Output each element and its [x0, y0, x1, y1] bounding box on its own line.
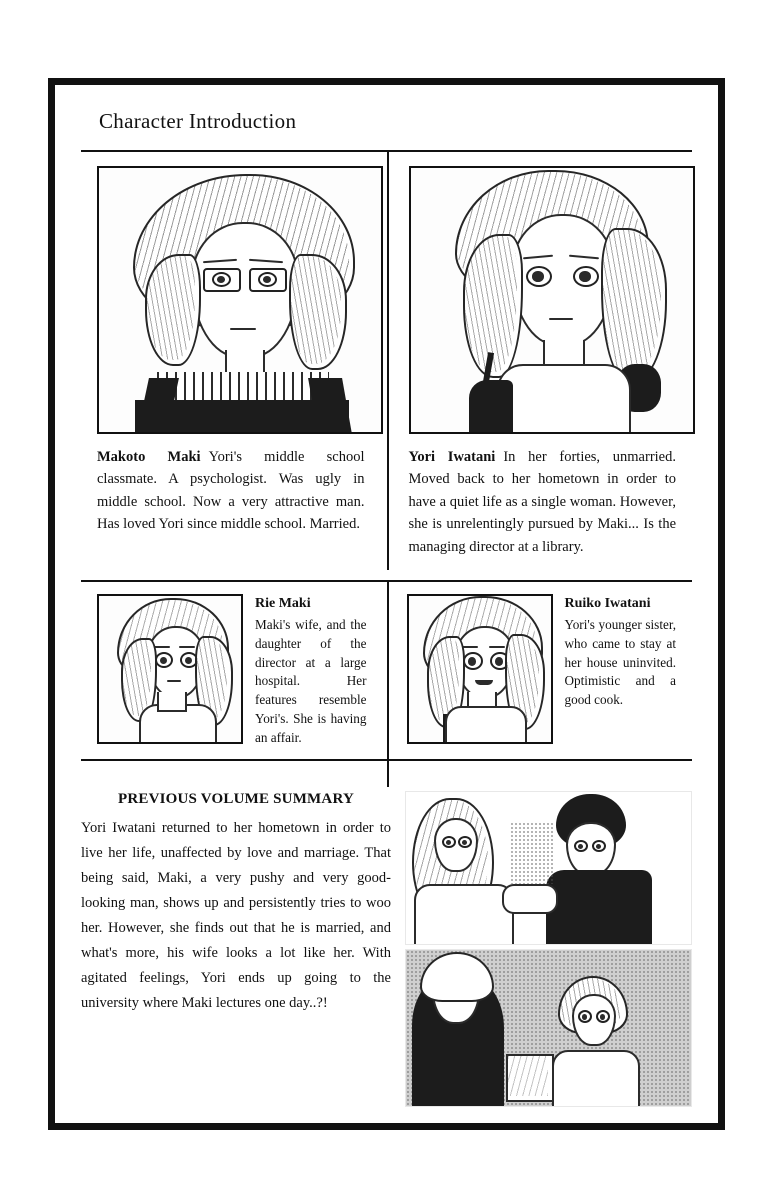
summary-art-column: [405, 791, 692, 1107]
character-name-ruiko-iwatani: Ruiko Iwatani: [564, 596, 651, 612]
character-description-ruiko-iwatani: [565, 594, 677, 747]
character-description-makoto-maki: [97, 446, 365, 536]
summary-art-top: [405, 791, 692, 945]
summary-heading: PREVIOUS VOLUME SUMMARY: [117, 791, 354, 808]
character-name-yori-iwatani: Yori Iwatani: [408, 449, 496, 465]
character-bio-rie-maki: Maki's wife, and the daughter of the director at a large hospital. Her features resemble Yori's. She is having an affair.: [255, 617, 367, 745]
character-card-makoto-maki: [81, 152, 387, 570]
character-name-rie-maki: Rie Maki: [255, 596, 311, 612]
character-bio-yori-iwatani: In her forties, unmarried. Moved back to her hometown in order to have a quiet life as a single woman. However, she is unrelentingly pursued by Maki... Is the managing director at a library.: [408, 449, 676, 555]
previous-volume-summary: [81, 791, 692, 1107]
character-grid-top: [81, 150, 692, 570]
portrait-rie-maki: [97, 594, 243, 744]
character-description-yori-iwatani: [409, 446, 677, 558]
center-divider-stub: [81, 761, 692, 787]
character-card-rie-maki: [81, 582, 387, 759]
character-card-yori-iwatani: [387, 152, 693, 570]
summary-body: Yori Iwatani returned to her hometown in order to live her life, unaffected by love and marriage. That being said, Maki, a very pushy and very good-looking man, shows up and persistently tries to woo her. However, she finds out that he is married, and what's more, his wife looks a lot like her. With agitated feelings, Yori ends up going to the university where Maki lectures one day..?!: [81, 820, 391, 1011]
portrait-ruiko-iwatani: [407, 594, 553, 744]
character-card-ruiko-iwatani: [387, 582, 693, 759]
summary-text-column: [81, 791, 391, 1107]
page-frame: [48, 78, 725, 1130]
character-grid-middle: [81, 580, 692, 761]
character-bio-makoto-maki: Yori's middle school classmate. A psychologist. Was ugly in middle school. Now a very attractive man. Has loved Yori since middle school. Married.: [97, 449, 365, 533]
character-name-makoto-maki: Makoto Maki: [97, 449, 201, 465]
portrait-makoto-maki: [97, 166, 383, 434]
portrait-yori-iwatani: [409, 166, 695, 434]
character-bio-ruiko-iwatani: Yori's younger sister, who came to stay at her house uninvited. Optimistic and a good cook.: [564, 617, 676, 708]
page-content: [55, 85, 718, 1123]
summary-art-bottom: [405, 949, 692, 1107]
character-description-rie-maki: [255, 594, 367, 747]
page-title: Character Introduction: [99, 109, 297, 133]
